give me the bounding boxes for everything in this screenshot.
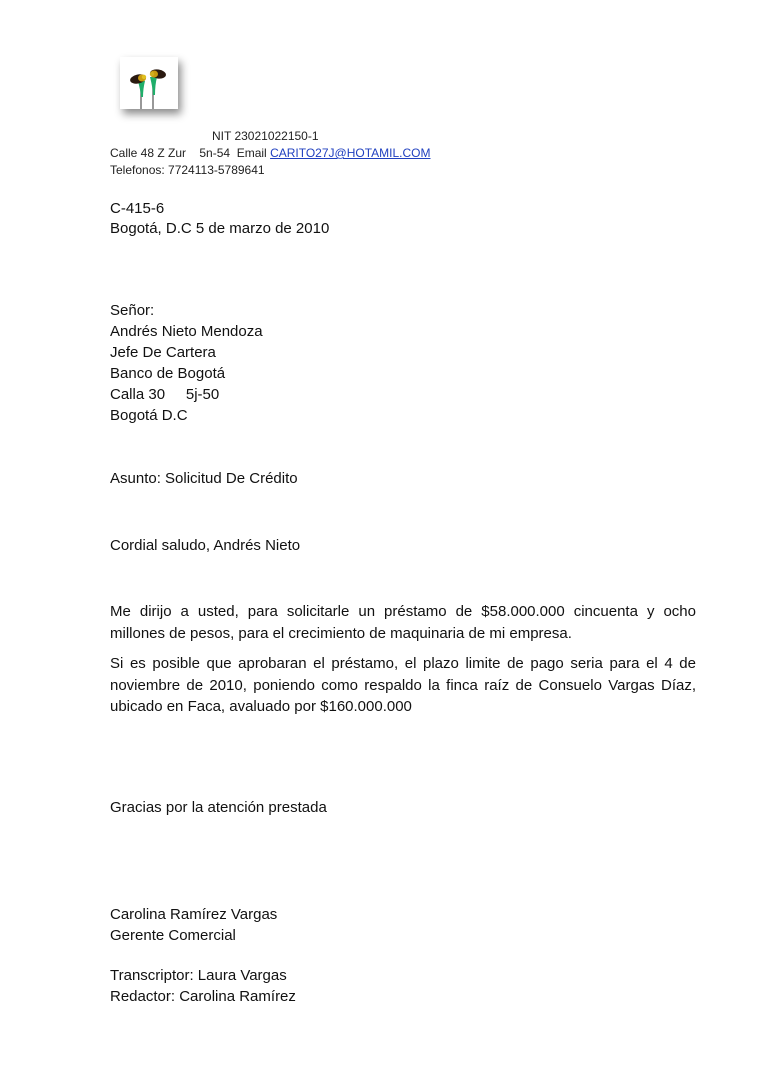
recipient-title: Jefe De Cartera — [110, 344, 216, 361]
recipient-salutation: Señor: — [110, 302, 155, 319]
recipient-address: Calla 30 5j-50 — [110, 386, 220, 403]
body-paragraph-2: Si es posible que aprobaran el préstamo, el plazo limite de pago seria para el 4 de noviembre de 2010, poniendo como respaldo la finca raíz de Consuelo Vargas Díaz, ubicado en Faca, avaluado por $160.000.000 — [110, 655, 696, 715]
earphones-logo-icon — [120, 57, 178, 109]
company-logo — [120, 57, 178, 109]
address-text: Calle 48 Z Zur 5n-54 Email — [110, 146, 271, 160]
transcriptor-line: Transcriptor: Laura Vargas — [110, 967, 287, 984]
email-link[interactable]: CARITO27J@HOTAMIL.COM — [270, 146, 431, 160]
redactor-line: Redactor: Carolina Ramírez — [110, 988, 296, 1005]
recipient-name: Andrés Nieto Mendoza — [110, 323, 263, 340]
greeting: Cordial saludo, Andrés Nieto — [110, 537, 301, 554]
place-date: Bogotá, D.C 5 de marzo de 2010 — [110, 220, 330, 237]
company-phones: Telefonos: 7724113-5789641 — [110, 163, 265, 177]
company-address — [110, 144, 431, 162]
reference-code: C-415-6 — [110, 200, 165, 217]
recipient-company: Banco de Bogotá — [110, 365, 226, 382]
closing-line: Gracias por la atención prestada — [110, 799, 327, 816]
recipient-city: Bogotá D.C — [110, 407, 188, 424]
signer-position: Gerente Comercial — [110, 927, 236, 944]
subject-line: Asunto: Solicitud De Crédito — [110, 470, 298, 487]
signer-name: Carolina Ramírez Vargas — [110, 906, 278, 923]
body-paragraph-1: Me dirijo a usted, para solicitarle un préstamo de $58.000.000 cincuenta y ocho millones de pesos, para el crecimiento de maquinaria de mi empresa. — [110, 603, 696, 642]
nit-number: NIT 23021022150-1 — [212, 129, 319, 143]
